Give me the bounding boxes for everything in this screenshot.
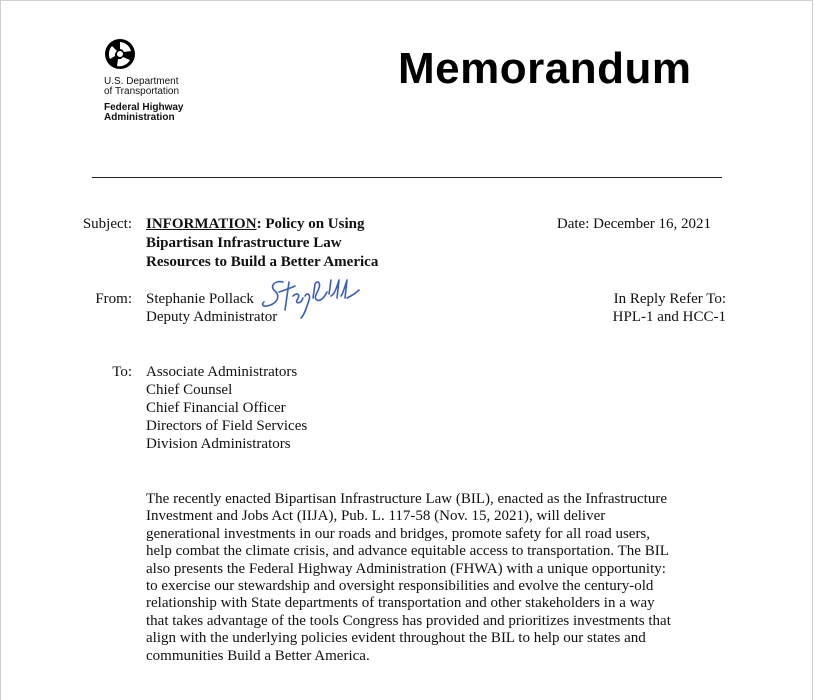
subject-prefix: INFORMATION	[146, 216, 257, 232]
from-title: Deputy Administrator	[146, 309, 278, 325]
body-paragraph	[146, 491, 726, 665]
recipient-item: Associate Administrators	[146, 364, 298, 380]
to-label: To:	[112, 364, 132, 380]
handwritten-signature	[255, 274, 375, 324]
reply-refer-label: In Reply Refer To:	[613, 291, 726, 307]
memo-date: Date: December 16, 2021	[556, 216, 711, 232]
body-line: to exercise our stewardship and oversight responsibilities and evolve the century-old	[146, 578, 654, 595]
agency-line-2: Administration	[104, 112, 175, 123]
body-line: relationship with State departments of transportation and other stakeholders in a way	[146, 595, 655, 612]
dot-triskelion-logo-icon	[104, 38, 136, 70]
body-line: generational investments in our roads and bridges, promote safety for all road users,	[146, 525, 651, 542]
from-name: Stephanie Pollack	[146, 291, 254, 307]
body-line: Investment and Jobs Act (IIJA), Pub. L. 117-58 (Nov. 15, 2021), will deliver	[146, 508, 606, 525]
memo-title: Memorandum	[398, 44, 692, 93]
dept-line-2: of Transportation	[104, 86, 180, 97]
body-line: align with the underlying policies evident throughout the BIL to help our states and	[146, 630, 646, 647]
recipient-item: Chief Counsel	[146, 382, 233, 398]
subject-colon: :	[256, 216, 262, 232]
subject-line-3: Resources to Build a Better America	[146, 254, 379, 270]
header-divider	[92, 177, 722, 178]
body-line: help combat the climate crisis, and advance equitable access to transportation. The BIL	[146, 543, 669, 560]
agency-line-1: Federal Highway	[104, 102, 184, 113]
body-line: also presents the Federal Highway Administration (FHWA) with a unique opportunity:	[146, 560, 666, 577]
dept-line-1: U.S. Department	[104, 76, 179, 87]
recipient-item: Chief Financial Officer	[146, 400, 286, 416]
from-label: From:	[95, 291, 132, 307]
body-line: The recently enacted Bipartisan Infrastructure Law (BIL), enacted as the Infrastructure	[146, 491, 667, 507]
reply-refer-codes: HPL-1 and HCC-1	[612, 309, 726, 325]
subject-label: Subject:	[82, 216, 132, 232]
subject-line-2: Bipartisan Infrastructure Law	[146, 235, 342, 251]
body-line: communities Build a Better America.	[146, 647, 370, 664]
body-line: that takes advantage of the tools Congress has provided and prioritizes investments that	[146, 612, 671, 629]
recipient-item: Directors of Field Services	[146, 418, 308, 434]
subject-line-1	[146, 215, 365, 233]
recipient-item: Division Administrators	[146, 436, 291, 452]
subject-line1-rest: Policy on Using	[261, 216, 365, 232]
